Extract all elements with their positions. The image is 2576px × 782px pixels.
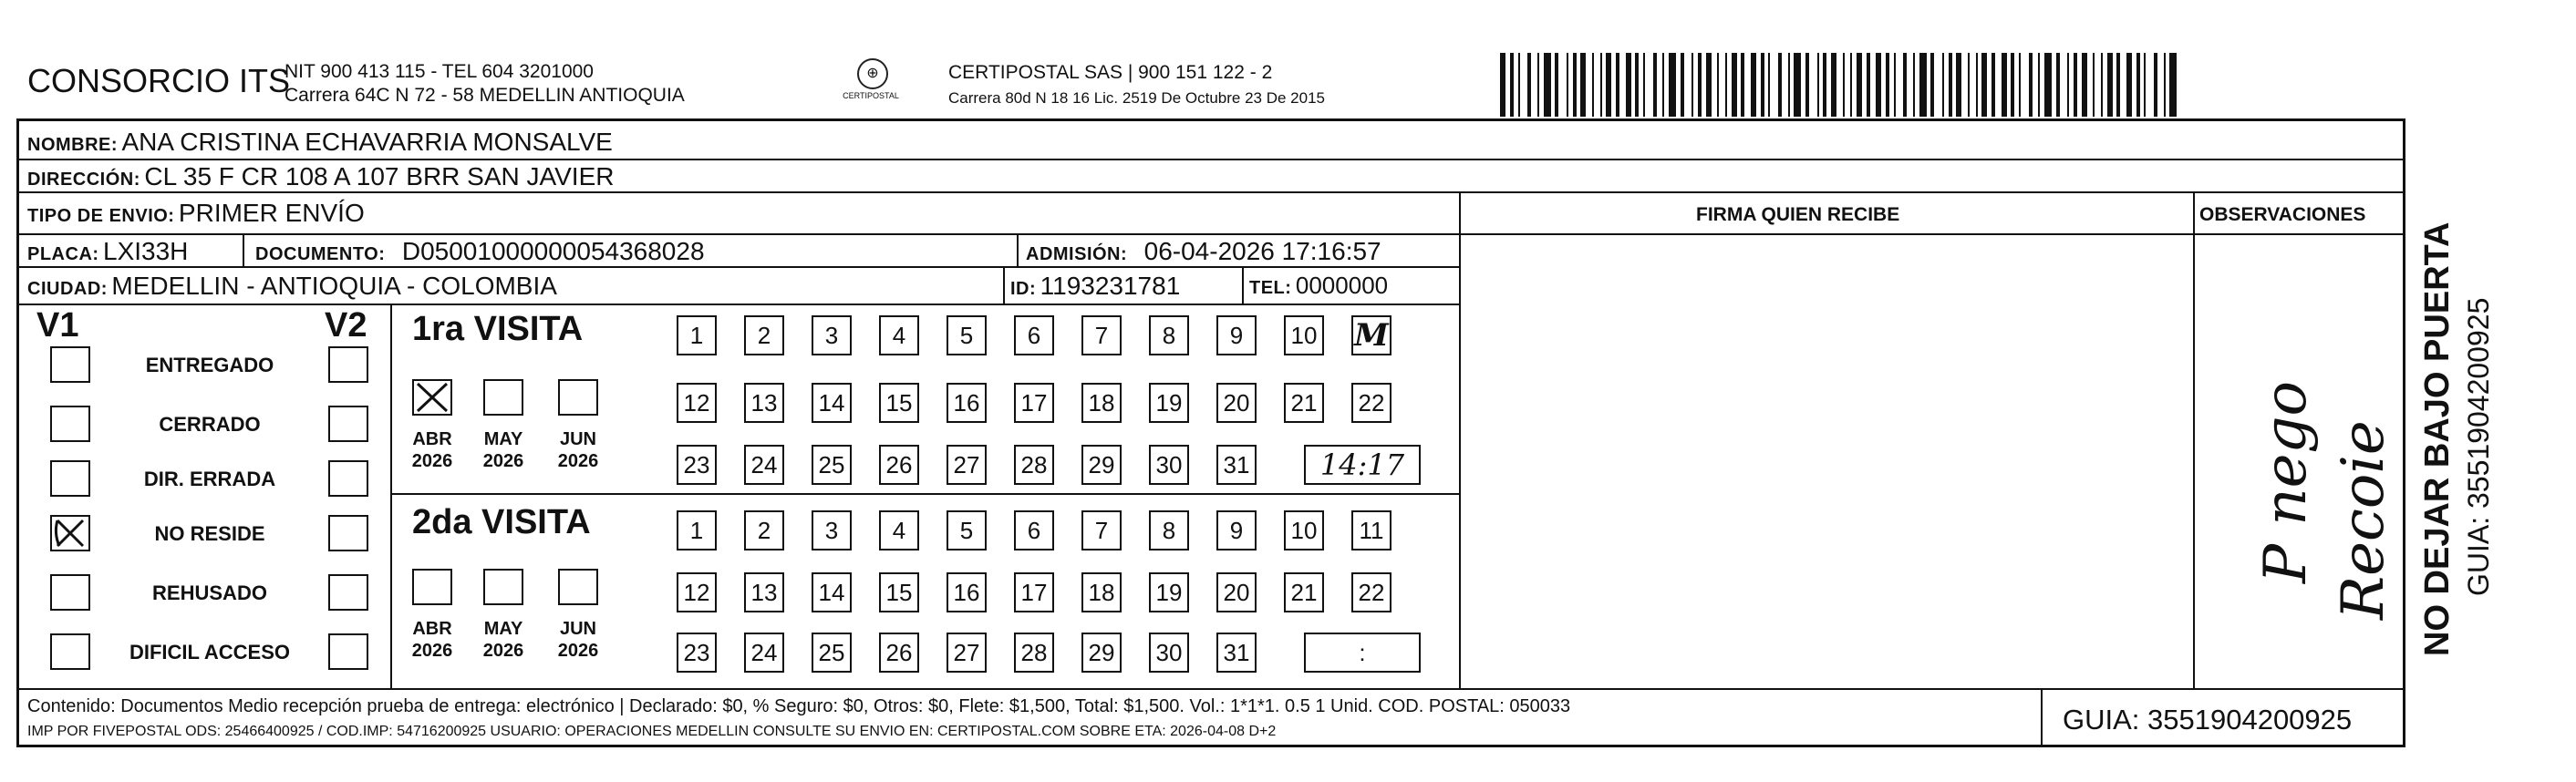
company-name: CONSORCIO ITS [27,62,291,99]
day-box[interactable]: 26 [879,445,919,485]
status-label: DIR. ERRADA [143,468,276,490]
barcode [1500,53,2179,117]
barcode-bar [1817,53,1819,117]
admision-row [1026,237,1381,266]
check-x-icon [414,381,450,414]
day-box[interactable]: 31 [1216,633,1257,673]
barcode-bar [1643,53,1645,117]
divider [1242,266,1244,304]
barcode-bar [2101,53,2103,117]
address-line: Carrera 64C N 72 - 58 MEDELLIN ANTIOQUIA [284,85,685,106]
barcode-bar [1537,53,1539,117]
barcode-bar [1867,53,1870,117]
barcode-bar [1956,53,1961,117]
barcode-bar [1913,53,1915,117]
barcode-bar [1981,53,1987,117]
day-box[interactable]: 30 [1149,633,1189,673]
barcode-bar [1698,53,1702,117]
month-name: ABR [412,619,452,639]
barcode-bar [1555,53,1558,117]
day-box[interactable]: 14 [812,383,852,423]
logo-text: CERTIPOSTAL [843,91,899,100]
admision-value: 06-04-2026 17:16:57 [1143,237,1381,265]
company-info [284,60,685,108]
nit-line: NIT 900 413 115 - TEL 604 3201000 [284,61,594,82]
divider [2193,233,2405,235]
barcode-bar [1544,53,1551,117]
barcode-bar [1626,53,1631,117]
divider [2193,191,2195,688]
barcode-bar [2126,53,2132,117]
day-box[interactable]: 24 [744,445,784,485]
day-box[interactable] [1351,315,1391,355]
day-box[interactable]: 6 [1014,510,1054,550]
barcode-bar [1732,53,1737,117]
barcode-bar [1653,53,1657,117]
day-box[interactable]: 29 [1081,445,1122,485]
month-year: 2026 [482,451,524,471]
barcode-bar [2116,53,2120,117]
day-box[interactable]: 6 [1014,315,1054,355]
month-checkbox[interactable] [483,569,523,605]
visit1-title: 1ra VISITA [412,310,584,348]
barcode-bar [1518,53,1520,117]
barcode-bar [1894,53,1896,117]
v1-checkbox[interactable] [50,574,90,611]
barcode-bar [1919,53,1927,117]
barcode-bar [2136,53,2140,117]
barcode-bar [1751,53,1756,117]
day-box[interactable]: 28 [1014,633,1054,673]
day-box[interactable]: 13 [744,383,784,423]
barcode-bar [1573,53,1577,117]
observacion-handwriting-1: P nego [2252,381,2320,583]
month-name: ABR [412,429,452,449]
day-box[interactable]: 25 [812,445,852,485]
month-label [551,428,605,472]
check-x-icon [52,517,88,550]
barcode-bar [1600,53,1602,117]
time-handwriting: 14:17 [1319,448,1405,482]
day-box[interactable]: 25 [812,633,852,673]
barcode-bar [1500,53,1505,117]
v2-checkbox[interactable] [328,406,368,442]
placa-label: PLACA: [27,244,99,264]
barcode-bar [1669,53,1676,117]
day-box[interactable]: 11 [1351,510,1391,550]
direccion-row [27,162,614,191]
divider [390,304,392,688]
divider [1003,266,1005,304]
barcode-bar [1949,53,1952,117]
divider [16,191,2405,193]
day-box[interactable]: 12 [677,383,717,423]
tel-label: TEL: [1249,278,1292,298]
divider [1017,233,1019,266]
v2-checkbox[interactable] [328,460,368,497]
barcode-bar [1567,53,1568,117]
direccion-label: DIRECCIÓN: [27,170,140,190]
barcode-bar [1788,53,1790,117]
day-box[interactable]: 31 [1216,445,1257,485]
v2-checkbox[interactable] [328,633,368,670]
ciudad-value: MEDELLIN - ANTIOQUIA - COLOMBIA [111,272,557,300]
tipo-value: PRIMER ENVÍO [178,199,365,227]
time-box[interactable] [1304,445,1421,485]
status-label: ENTREGADO [145,354,274,376]
placa-row [27,237,188,266]
barcode-bar [2067,53,2069,117]
barcode-bar [2082,53,2087,117]
day-box[interactable]: 27 [947,633,987,673]
month-name: MAY [483,429,523,449]
time-box[interactable]: : [1304,633,1421,673]
day-box[interactable]: 5 [947,510,987,550]
day-box[interactable]: 9 [1216,510,1257,550]
barcode-bar [2169,53,2177,117]
day-box[interactable]: 19 [1149,572,1189,612]
month-label [551,618,605,662]
day-box[interactable]: 7 [1081,315,1122,355]
divider [2041,688,2043,747]
day-box[interactable]: 1 [677,315,717,355]
barcode-bar [1761,53,1764,117]
divider [1459,191,1461,688]
month-year: 2026 [411,451,453,471]
day-box[interactable]: 23 [677,633,717,673]
divider [16,688,2405,690]
placa-value: LXI33H [103,237,189,265]
day-box[interactable]: 5 [947,315,987,355]
month-year: 2026 [557,641,599,661]
month-label [476,618,531,662]
day-box[interactable]: 9 [1216,315,1257,355]
barcode-bar [2144,53,2146,117]
barcode-bar [1580,53,1586,117]
month-checkbox[interactable] [412,379,452,416]
barcode-bar [1794,53,1801,117]
nombre-value: ANA CRISTINA ECHAVARRIA MONSALVE [121,128,613,156]
month-name: MAY [483,619,523,639]
delivery-form [16,118,2405,747]
firma-label: FIRMA QUIEN RECIBE [1696,204,1900,225]
month-checkbox[interactable] [412,569,452,605]
day-box[interactable]: 19 [1149,383,1189,423]
guia-footer: GUIA: 3551904200925 [2063,704,2353,736]
month-label [405,618,460,662]
certipostal-info [948,60,1325,111]
v2-checkbox[interactable] [328,515,368,551]
day-box[interactable]: 18 [1081,572,1122,612]
nombre-row [27,128,613,157]
month-label [476,428,531,472]
barcode-bar [1616,53,1619,117]
ciudad-row [27,272,557,301]
observaciones-label: OBSERVACIONES [2199,204,2366,225]
month-checkbox[interactable] [483,379,523,416]
barcode-bar [1706,53,1712,117]
day-box[interactable]: 17 [1014,383,1054,423]
day-box[interactable]: 22 [1351,383,1391,423]
day-box[interactable]: 2 [744,315,784,355]
day-box[interactable]: 16 [947,383,987,423]
v2-checkbox[interactable] [328,346,368,383]
observacion-handwriting-2: Recoie [2330,420,2397,620]
v1-checkbox[interactable] [50,346,90,383]
divider [390,493,1459,495]
visit2-title: 2da VISITA [412,503,591,541]
barcode-bar [2029,53,2033,117]
barcode-bar [1717,53,1719,117]
nombre-label: NOMBRE: [27,135,119,155]
status-label: DIFICIL ACCESO [129,641,290,664]
day-box[interactable]: 28 [1014,445,1054,485]
day-box[interactable]: 12 [677,572,717,612]
barcode-bar [1805,53,1809,117]
documento-value: D05001000000054368028 [401,237,705,265]
barcode-bar [2074,53,2077,117]
tipo-label: TIPO DE ENVIO: [27,206,175,226]
day-box[interactable]: 15 [879,572,919,612]
month-checkbox[interactable] [558,379,598,416]
day-mark: M [1354,317,1389,354]
barcode-bar [1635,53,1639,117]
day-box[interactable]: 2 [744,510,784,550]
barcode-bar [1831,53,1836,117]
v2-checkbox[interactable] [328,574,368,611]
certi-address: Carrera 80d N 18 16 Lic. 2519 De Octubre 23 De 2015 [948,89,1325,107]
barcode-bar [1681,53,1684,117]
barcode-bar [2002,53,2007,117]
status-label: NO RESIDE [154,522,265,545]
barcode-bar [1930,53,1934,117]
day-box[interactable]: 15 [879,383,919,423]
barcode-bar [1976,53,1978,117]
status-label: CERRADO [159,413,261,436]
direccion-value: CL 35 F CR 108 A 107 BRR SAN JAVIER [144,162,615,190]
barcode-bar [1778,53,1782,117]
tel-value: 0000000 [1295,272,1389,299]
barcode-bar [2056,53,2060,117]
v1-checkbox[interactable] [50,633,90,670]
no-dejar-bajo-puerta: NO DEJAR BAJO PUERTA [2418,221,2457,656]
barcode-bar [1903,53,1907,117]
day-box[interactable]: 7 [1081,510,1122,550]
barcode-bar [1510,53,1514,117]
barcode-bar [1527,53,1531,117]
id-value: 1193231781 [1040,272,1181,300]
barcode-bar [2154,53,2157,117]
day-box[interactable]: 22 [1351,572,1391,612]
day-box[interactable]: 21 [1284,383,1324,423]
v1-checkbox[interactable] [50,460,90,497]
day-box[interactable]: 3 [812,315,852,355]
day-box[interactable]: 20 [1216,383,1257,423]
id-label: ID: [1010,279,1037,299]
day-box[interactable]: 17 [1014,572,1054,612]
barcode-bar [1857,53,1862,117]
logo-emblem-icon: ⊕ [857,58,888,89]
day-box[interactable]: 23 [677,445,717,485]
day-box[interactable]: 4 [879,510,919,550]
contenido-text: Contenido: Documentos Medio recepción prueba de entrega: electrónico | Declarado: $0, % Seguro: $0, Otros: $0, Flete: $1,500, Total: $1,500. Vol.: 1*1*1. 0.5 1 Unid. COD. POSTAL: 050033 [27,696,1571,716]
day-box[interactable]: 18 [1081,383,1122,423]
day-box[interactable]: 29 [1081,633,1122,673]
day-box[interactable]: 8 [1149,510,1189,550]
day-box[interactable]: 4 [879,315,919,355]
barcode-bar [2019,53,2021,117]
id-row [1010,272,1180,301]
day-box[interactable]: 10 [1284,510,1324,550]
barcode-bar [1850,53,1852,117]
month-label [405,428,460,472]
guia-side: GUIA: 3551904200925 [2462,297,2495,596]
barcode-bar [2107,53,2113,117]
documento-label: DOCUMENTO: [255,244,386,264]
v1-checkbox[interactable] [50,515,90,551]
ciudad-label: CIUDAD: [27,279,108,299]
barcode-bar [1968,53,1970,117]
barcode-bar [1876,53,1881,117]
divider [1459,233,2193,235]
divider [16,304,1460,305]
v1-header: V1 [36,306,79,345]
barcode-bar [1823,53,1826,117]
barcode-bar [1886,53,1889,117]
day-box[interactable]: 8 [1149,315,1189,355]
day-box[interactable]: 16 [947,572,987,612]
month-checkbox[interactable] [558,569,598,605]
barcode-bar [2044,53,2052,117]
barcode-bar [1725,53,1727,117]
month-year: 2026 [411,641,453,661]
day-box[interactable]: 30 [1149,445,1189,485]
day-box[interactable]: 21 [1284,572,1324,612]
v2-header: V2 [325,306,367,345]
barcode-bar [2164,53,2166,117]
day-box[interactable]: 20 [1216,572,1257,612]
day-box[interactable]: 13 [744,572,784,612]
barcode-bar [1592,53,1594,117]
day-box[interactable]: 10 [1284,315,1324,355]
certipostal-logo [839,58,903,109]
month-name: JUN [559,619,596,639]
tipo-row [27,199,365,228]
barcode-bar [1843,53,1845,117]
status-label: REHUSADO [152,581,267,604]
v1-checkbox[interactable] [50,406,90,442]
month-year: 2026 [557,451,599,471]
month-name: JUN [559,429,596,449]
divider [243,233,244,266]
documento-row [255,237,705,266]
barcode-bar [1691,53,1693,117]
barcode-bar [1991,53,1995,117]
day-box[interactable]: 24 [744,633,784,673]
day-box[interactable]: 26 [879,633,919,673]
barcode-bar [1942,53,1944,117]
month-year: 2026 [482,641,524,661]
day-box[interactable]: 3 [812,510,852,550]
admision-label: ADMISIÓN: [1026,244,1128,264]
barcode-bar [2011,53,2014,117]
day-box[interactable]: 27 [947,445,987,485]
barcode-bar [2038,53,2040,117]
barcode-bar [1768,53,1770,117]
day-box[interactable]: 1 [677,510,717,550]
certi-line: CERTIPOSTAL SAS | 900 151 122 - 2 [948,62,1273,83]
tel-row [1249,272,1388,300]
barcode-bar [1741,53,1744,117]
barcode-bar [1606,53,1611,117]
day-box[interactable]: 14 [812,572,852,612]
barcode-bar [2093,53,2095,117]
imp-text: IMP POR FIVEPOSTAL ODS: 25466400925 / COD.IMP: 54716200925 USUARIO: OPERACIONES MEDELLIN CONSULTE SU ENVIO EN: CERTIPOSTAL.COM SOBRE ETA: 2026-04-08 D+2 [27,724,1277,739]
barcode-bar [1662,53,1664,117]
divider [16,159,2405,160]
